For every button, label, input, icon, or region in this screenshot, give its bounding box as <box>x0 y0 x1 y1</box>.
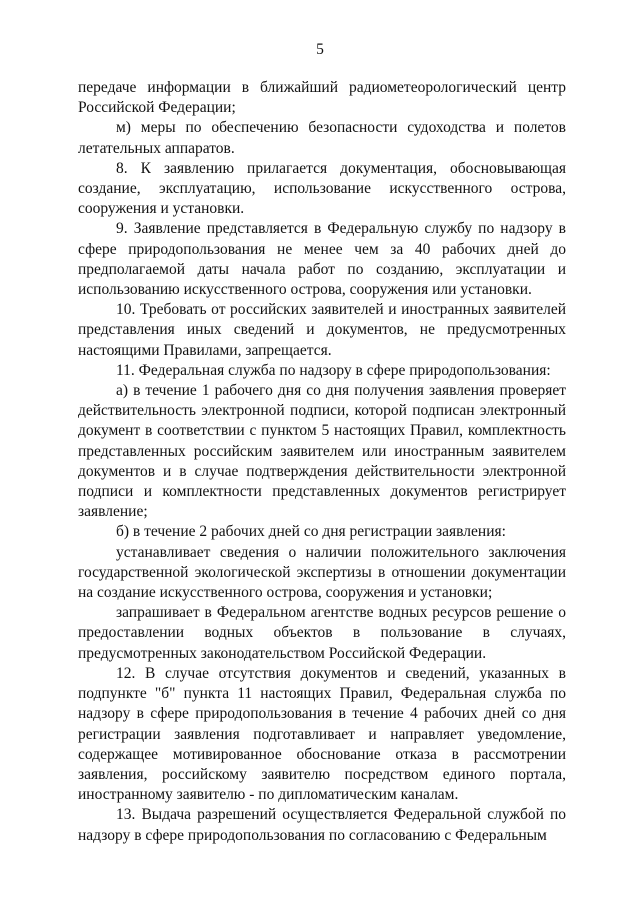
paragraph-continuation: передаче информации в ближайший радиометеорологический центр Российской Федерации; <box>78 79 566 117</box>
page-number: 5 <box>316 41 324 58</box>
paragraph-clause-9: 9. Заявление представляется в Федеральную службу по надзору в сфере природопользования не менее чем за 40 рабочих дней до предполагаемой даты начала работ по созданию, эксплуатации и использованию искусственного острова, сооружения или установки. <box>78 220 566 299</box>
paragraph-clause-11-b: б) в течение 2 рабочих дней со дня регистрации заявления: <box>116 523 506 541</box>
paragraph-clause-12: 12. В случае отсутствия документов и сведений, указанных в подпункте "б" пункта 11 настоящих Правил, Федеральная служба по надзору в сфере природопользования в течение 4 рабочих дней со дня регистрации заявления подготавливает и направляет уведомление, содержащее мотивированное обоснование отказа в рассмотрении заявления, российскому заявителю посредством единого портала, иностранному заявителю - по дипломатическим каналам. <box>78 664 566 804</box>
body-text <box>78 78 566 846</box>
paragraph-clause-10: 10. Требовать от российских заявителей и иностранных заявителей представления иных сведений и документов, не предусмотренных настоящими Правилами, запрещается. <box>78 301 566 359</box>
paragraph-clause-11-b-1: устанавливает сведения о наличии положительного заключения государственной экологической экспертизы в отношении документации на создание искусственного острова, сооружения и установки; <box>78 543 566 602</box>
paragraph-clause-11-b-2: запрашивает в Федеральном агентстве водных ресурсов решение о предоставлении водных объектов в пользование в случаях, предусмотренных законодательством Российской Федерации. <box>78 604 566 662</box>
paragraph-clause-11-a: а) в течение 1 рабочего дня со дня получения заявления проверяет действительность электронной подписи, которой подписан электронный документ в соответствии с пунктом 5 настоящих Правил, комплектность представленных российским заявителем или иностранным заявителем документов и в случае подтверждения действительности электронной подписи и комплектности представленных документов регистрирует заявление; <box>78 382 566 521</box>
paragraph-clause-13: 13. Выдача разрешений осуществляется Федеральной службой по надзору в сфере природопользования по согласованию с Федеральным <box>78 806 566 844</box>
paragraph-clause-8: 8. К заявлению прилагается документация, обосновывающая создание, эксплуатацию, использование искусственного острова, сооружения и установки. <box>78 159 566 218</box>
paragraph-item-m: м) меры по обеспечению безопасности судоходства и полетов летательных аппаратов. <box>78 119 566 157</box>
paragraph-clause-11: 11. Федеральная служба по надзору в сфере природопользования: <box>116 361 551 379</box>
